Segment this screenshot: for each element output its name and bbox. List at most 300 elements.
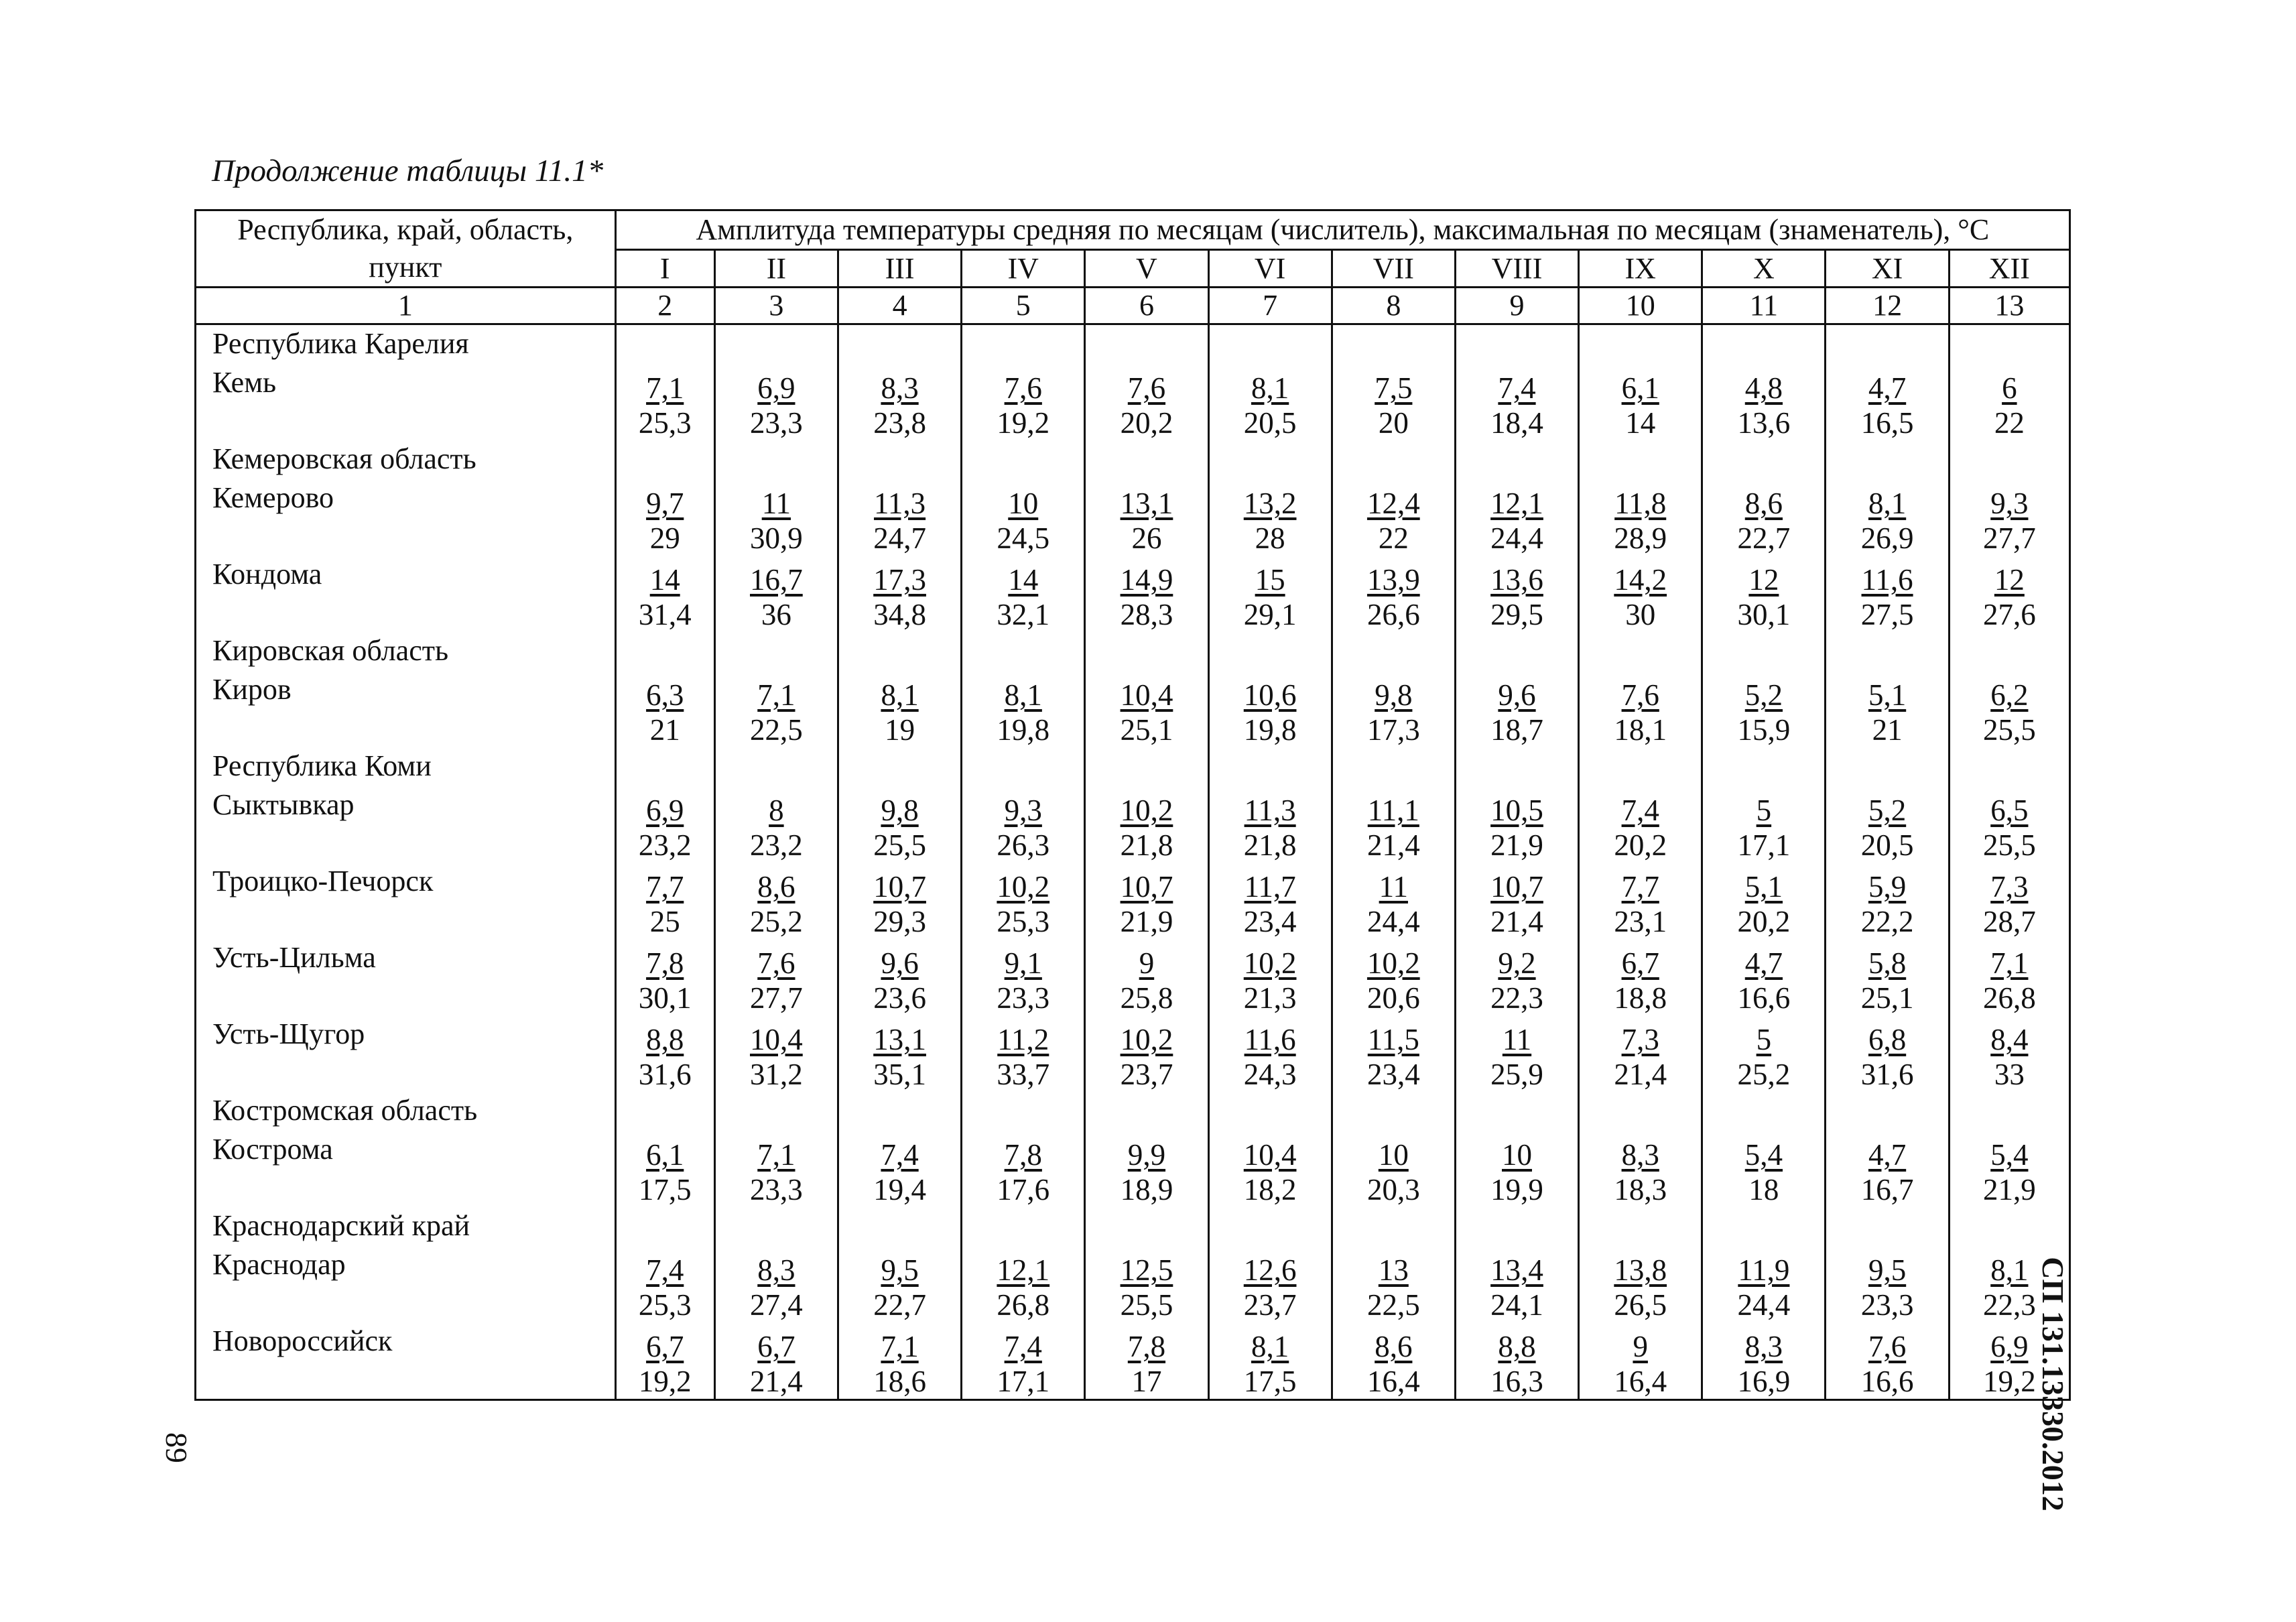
city-row (196, 556, 2070, 632)
max-amplitude: 16,5 (1860, 406, 1914, 440)
empty-cell (1579, 324, 1702, 365)
max-amplitude: 36 (761, 598, 791, 631)
fraction (997, 562, 1049, 632)
document-code: СП 131.13330.2012 (2036, 1257, 2070, 1511)
fraction (1983, 946, 2036, 1015)
empty-cell (714, 324, 838, 365)
empty-cell (1949, 1092, 2069, 1131)
value-cell (1208, 1131, 1332, 1207)
value-cell (1826, 479, 1949, 556)
mean-amplitude: 6 (2002, 371, 2017, 405)
fraction (1121, 1137, 1173, 1207)
fraction (1861, 1329, 1914, 1399)
climate-table (194, 209, 2071, 1401)
fraction (881, 678, 918, 747)
fraction (1367, 946, 1420, 1015)
mean-amplitude: 11,3 (874, 487, 926, 520)
fraction (1861, 793, 1914, 863)
max-amplitude: 26,8 (997, 1288, 1050, 1322)
value-cell (615, 786, 714, 863)
mean-amplitude: 7,3 (1621, 1023, 1659, 1056)
mean-amplitude: 12,1 (1490, 487, 1543, 520)
max-amplitude: 24,4 (1737, 1288, 1791, 1322)
mean-amplitude: 5,9 (1868, 870, 1907, 903)
fraction (1738, 1253, 1791, 1322)
fraction (1490, 1137, 1543, 1207)
mean-amplitude: 9,9 (1127, 1138, 1166, 1172)
value-cell (1702, 1131, 1826, 1207)
city-row (196, 1131, 2070, 1207)
empty-cell (1949, 324, 2069, 365)
max-amplitude: 31,6 (638, 1058, 692, 1091)
value-cell (1455, 479, 1578, 556)
fraction (873, 793, 926, 863)
max-amplitude: 25,5 (1982, 828, 2036, 862)
value-cell (615, 939, 714, 1015)
empty-cell (1579, 440, 1702, 479)
mean-amplitude: 13,6 (1490, 563, 1543, 597)
month-header: VI (1208, 250, 1332, 288)
value-cell (1332, 1015, 1455, 1092)
value-cell (1702, 556, 1826, 632)
fraction (1738, 371, 1791, 440)
value-cell (1085, 786, 1208, 863)
empty-cell (1208, 440, 1332, 479)
empty-cell (1208, 632, 1332, 671)
month-header: V (1085, 250, 1208, 288)
mean-amplitude: 8,1 (1990, 1253, 2029, 1287)
empty-cell (615, 632, 714, 671)
value-cell (1332, 786, 1455, 863)
mean-amplitude: 13,1 (1120, 487, 1173, 520)
fraction (1244, 486, 1297, 556)
fraction (997, 1137, 1049, 1207)
max-amplitude: 21,4 (1490, 905, 1543, 938)
value-cell (615, 863, 714, 939)
fraction (750, 1329, 803, 1399)
mean-amplitude: 7,6 (1621, 678, 1659, 712)
fraction (1121, 371, 1173, 440)
value-cell (1579, 479, 1702, 556)
value-cell (615, 671, 714, 747)
value-cell (1949, 939, 2069, 1015)
empty-cell (1455, 1092, 1578, 1131)
value-cell (1208, 1246, 1332, 1322)
fraction (1244, 1253, 1297, 1322)
value-cell (714, 863, 838, 939)
mean-amplitude: 7,1 (881, 1330, 919, 1363)
month-header: VII (1332, 250, 1455, 288)
max-amplitude: 18,7 (1490, 713, 1543, 747)
mean-amplitude: 13,4 (1490, 1253, 1543, 1287)
empty-cell (615, 1092, 714, 1131)
mean-amplitude: 12 (1748, 563, 1779, 597)
value-cell (1455, 556, 1578, 632)
fraction (646, 869, 684, 939)
max-amplitude: 23,4 (1243, 905, 1297, 938)
max-amplitude: 18,1 (1614, 713, 1667, 747)
max-amplitude: 17 (1131, 1365, 1162, 1398)
value-cell (1455, 1322, 1578, 1400)
table-header (196, 210, 2070, 324)
max-amplitude: 14 (1625, 406, 1656, 440)
fraction (639, 1329, 692, 1399)
max-amplitude: 20,3 (1366, 1173, 1420, 1206)
fraction (1614, 1022, 1667, 1092)
empty-cell (615, 440, 714, 479)
mean-amplitude: 8,3 (881, 371, 919, 405)
city-row (196, 1246, 2070, 1322)
mean-amplitude: 7,7 (1621, 870, 1659, 903)
max-amplitude: 22 (1378, 521, 1409, 555)
max-amplitude: 26,6 (1366, 598, 1420, 631)
value-cell (714, 939, 838, 1015)
mean-amplitude: 13,8 (1614, 1253, 1667, 1287)
value-cell (714, 786, 838, 863)
value-cell (1579, 786, 1702, 863)
mean-amplitude: 6,8 (1868, 1023, 1907, 1056)
fraction (1983, 486, 2036, 556)
empty-cell (1949, 632, 2069, 671)
fraction (1861, 946, 1914, 1015)
mean-amplitude: 7,4 (1498, 371, 1536, 405)
column-number: 1 (196, 288, 616, 324)
value-cell (962, 1246, 1085, 1322)
value-cell (1332, 1131, 1455, 1207)
max-amplitude: 22,5 (1366, 1288, 1420, 1322)
value-cell (838, 863, 961, 939)
max-amplitude: 31,4 (638, 598, 692, 631)
mean-amplitude: 11,1 (1367, 794, 1419, 827)
mean-amplitude: 7,1 (1990, 946, 2029, 980)
value-cell (1579, 863, 1702, 939)
value-cell (1208, 556, 1332, 632)
max-amplitude: 25,1 (1860, 981, 1914, 1015)
max-amplitude: 21,4 (750, 1365, 803, 1398)
max-amplitude: 24,7 (873, 521, 926, 555)
mean-amplitude: 13,1 (873, 1023, 926, 1056)
city-row (196, 1015, 2070, 1092)
mean-amplitude: 10,2 (1366, 946, 1420, 980)
city-name: Новороссийск (196, 1322, 616, 1400)
month-header: IV (962, 250, 1085, 288)
max-amplitude: 25,3 (997, 905, 1050, 938)
city-name: Краснодар (196, 1246, 616, 1322)
value-cell (714, 1131, 838, 1207)
empty-cell (1332, 632, 1455, 671)
city-row (196, 1322, 2070, 1400)
max-amplitude: 20,6 (1366, 981, 1420, 1015)
empty-cell (1455, 1207, 1578, 1246)
mean-amplitude: 8,3 (1621, 1138, 1659, 1172)
fraction (1121, 793, 1173, 863)
fraction (873, 562, 926, 632)
empty-cell (1332, 1092, 1455, 1131)
mean-amplitude: 11,5 (1367, 1023, 1419, 1056)
empty-cell (1455, 747, 1578, 786)
fraction (1367, 869, 1420, 939)
mean-amplitude: 10,5 (1490, 794, 1543, 827)
region-row (196, 632, 2070, 671)
empty-cell (1579, 747, 1702, 786)
max-amplitude: 17,5 (638, 1173, 692, 1206)
mean-amplitude: 6,9 (1990, 1330, 2029, 1363)
max-amplitude: 21,9 (1120, 905, 1173, 938)
value-cell (1085, 1015, 1208, 1092)
value-cell (1332, 939, 1455, 1015)
max-amplitude: 19,4 (873, 1173, 926, 1206)
max-amplitude: 28 (1255, 521, 1285, 555)
max-amplitude: 18,2 (1243, 1173, 1297, 1206)
max-amplitude: 16,7 (1860, 1173, 1914, 1206)
empty-cell (1826, 1207, 1949, 1246)
max-amplitude: 24,3 (1243, 1058, 1297, 1091)
fraction (873, 1329, 926, 1399)
max-amplitude: 25,2 (1737, 1058, 1791, 1091)
max-amplitude: 19,9 (1490, 1173, 1543, 1206)
mean-amplitude: 10,7 (1120, 870, 1173, 903)
month-header: XII (1949, 250, 2069, 288)
mean-amplitude: 10,2 (997, 870, 1050, 903)
empty-cell (962, 1092, 1085, 1131)
fraction (1994, 371, 2025, 440)
fraction (1614, 1253, 1667, 1322)
mean-amplitude: 11,6 (1861, 563, 1913, 597)
mean-amplitude: 9,8 (881, 794, 919, 827)
page-number: 89 (160, 1432, 194, 1463)
column-number: 6 (1085, 288, 1208, 324)
max-amplitude: 22 (1994, 406, 2025, 440)
fraction (997, 678, 1049, 747)
fraction (750, 946, 803, 1015)
fraction (1861, 1253, 1914, 1322)
empty-cell (714, 1092, 838, 1131)
value-cell (1826, 556, 1949, 632)
mean-amplitude: 8,1 (1251, 371, 1289, 405)
value-cell (962, 1322, 1085, 1400)
max-amplitude: 23,3 (750, 406, 803, 440)
fraction (1861, 371, 1914, 440)
mean-amplitude: 10,2 (1120, 1023, 1173, 1056)
fraction (1614, 869, 1667, 939)
value-cell (615, 1131, 714, 1207)
mean-amplitude: 8,1 (1868, 487, 1907, 520)
mean-amplitude: 10 (1502, 1138, 1532, 1172)
value-cell (838, 1322, 961, 1400)
mean-amplitude: 7,7 (646, 870, 684, 903)
city-name: Кондома (196, 556, 616, 632)
max-amplitude: 16,4 (1614, 1365, 1667, 1398)
fraction (1614, 678, 1667, 747)
value-cell (1085, 1246, 1208, 1322)
mean-amplitude: 8,8 (1498, 1330, 1536, 1363)
value-cell (838, 1131, 961, 1207)
column-number: 5 (962, 288, 1085, 324)
empty-cell (714, 747, 838, 786)
empty-cell (615, 747, 714, 786)
fraction (750, 1022, 803, 1092)
column-number: 3 (714, 288, 838, 324)
fraction (750, 678, 803, 747)
max-amplitude: 19 (885, 713, 915, 747)
month-header: IX (1579, 250, 1702, 288)
mean-amplitude: 10,4 (1243, 1138, 1297, 1172)
empty-cell (962, 747, 1085, 786)
mean-amplitude: 11,6 (1244, 1023, 1296, 1056)
max-amplitude: 27,7 (750, 981, 803, 1015)
max-amplitude: 25,3 (638, 406, 692, 440)
fraction (1244, 1137, 1297, 1207)
fraction (997, 371, 1049, 440)
empty-cell (1332, 747, 1455, 786)
value-cell (1332, 863, 1455, 939)
mean-amplitude: 5,1 (1744, 870, 1783, 903)
fraction (750, 793, 803, 863)
max-amplitude: 30 (1625, 598, 1656, 631)
max-amplitude: 23,3 (1860, 1288, 1914, 1322)
empty-cell (1085, 632, 1208, 671)
fraction (873, 1022, 926, 1092)
city-row (196, 863, 2070, 939)
fraction (1490, 1253, 1543, 1322)
value-cell (1826, 1131, 1949, 1207)
max-amplitude: 22,7 (873, 1288, 926, 1322)
mean-amplitude: 16,7 (750, 563, 803, 597)
mean-amplitude: 10,4 (1120, 678, 1173, 712)
fraction (1983, 1329, 2036, 1399)
city-row (196, 364, 2070, 440)
region-name: Кемеровская область (196, 440, 616, 479)
empty-cell (838, 1207, 961, 1246)
fraction (750, 1137, 803, 1207)
mean-amplitude: 4,7 (1744, 946, 1783, 980)
empty-cell (1702, 440, 1826, 479)
empty-cell (1702, 1092, 1826, 1131)
max-amplitude: 20,5 (1860, 828, 1914, 862)
max-amplitude: 26 (1131, 521, 1162, 555)
max-amplitude: 19,8 (997, 713, 1050, 747)
mean-amplitude: 7,8 (646, 946, 684, 980)
region-name: Республика Коми (196, 747, 616, 786)
fraction (1490, 1022, 1543, 1092)
mean-amplitude: 7,1 (757, 1138, 795, 1172)
max-amplitude: 17,5 (1243, 1365, 1297, 1398)
mean-amplitude: 11 (1379, 870, 1408, 903)
city-name: Кострома (196, 1131, 616, 1207)
column-number: 11 (1702, 288, 1826, 324)
max-amplitude: 23,7 (1120, 1058, 1173, 1091)
empty-cell (1826, 440, 1949, 479)
mean-amplitude: 12,5 (1120, 1253, 1173, 1287)
fraction (1367, 1253, 1420, 1322)
value-cell (1455, 1131, 1578, 1207)
max-amplitude: 20 (1378, 406, 1409, 440)
max-amplitude: 19,2 (1982, 1365, 2036, 1398)
fraction (1738, 1329, 1791, 1399)
fraction (1738, 946, 1791, 1015)
value-cell (1579, 939, 1702, 1015)
mean-amplitude: 11,9 (1738, 1253, 1790, 1287)
region-row (196, 747, 2070, 786)
value-cell (1579, 671, 1702, 747)
value-cell (962, 556, 1085, 632)
value-cell (1826, 863, 1949, 939)
value-cell (615, 1015, 714, 1092)
empty-cell (1085, 324, 1208, 365)
fraction (1614, 946, 1667, 1015)
value-cell (1085, 671, 1208, 747)
mean-amplitude: 9,5 (1868, 1253, 1907, 1287)
max-amplitude: 17,1 (997, 1365, 1050, 1398)
value-cell (1085, 556, 1208, 632)
mean-amplitude: 10,4 (750, 1023, 803, 1056)
month-header: VIII (1455, 250, 1578, 288)
value-cell (1702, 479, 1826, 556)
city-row (196, 479, 2070, 556)
mean-amplitude: 10,7 (873, 870, 926, 903)
empty-cell (1085, 1092, 1208, 1131)
mean-amplitude: 9,1 (1004, 946, 1042, 980)
column-number: 7 (1208, 288, 1332, 324)
mean-amplitude: 11 (761, 487, 791, 520)
mean-amplitude: 5,8 (1868, 946, 1907, 980)
month-header: III (838, 250, 961, 288)
value-cell (1949, 479, 2069, 556)
region-row (196, 1092, 2070, 1131)
max-amplitude: 16,4 (1366, 1365, 1420, 1398)
empty-cell (1702, 747, 1826, 786)
mean-amplitude: 7,5 (1375, 371, 1413, 405)
value-cell (962, 939, 1085, 1015)
max-amplitude: 26,9 (1860, 521, 1914, 555)
value-cell (962, 364, 1085, 440)
max-amplitude: 21 (1872, 713, 1903, 747)
value-cell (962, 863, 1085, 939)
max-amplitude: 22,3 (1490, 981, 1543, 1015)
value-cell (1332, 671, 1455, 747)
column-number: 12 (1826, 288, 1949, 324)
mean-amplitude: 9,5 (881, 1253, 919, 1287)
max-amplitude: 32,1 (997, 598, 1050, 631)
empty-cell (1208, 747, 1332, 786)
column-number: 2 (615, 288, 714, 324)
mean-amplitude: 9 (1633, 1330, 1648, 1363)
month-header: X (1702, 250, 1826, 288)
city-name: Усть-Цильма (196, 939, 616, 1015)
empty-cell (1085, 440, 1208, 479)
mean-amplitude: 5,4 (1744, 1138, 1783, 1172)
mean-amplitude: 6,7 (757, 1330, 795, 1363)
empty-cell (1702, 1207, 1826, 1246)
fraction (1861, 1022, 1914, 1092)
fraction (997, 486, 1049, 556)
max-amplitude: 23,6 (873, 981, 926, 1015)
region-name: Краснодарский край (196, 1207, 616, 1246)
mean-amplitude: 8,1 (1004, 678, 1042, 712)
max-amplitude: 28,9 (1614, 521, 1667, 555)
fraction (1614, 562, 1667, 632)
max-amplitude: 27,4 (750, 1288, 803, 1322)
table-body (196, 324, 2070, 1400)
mean-amplitude: 11,3 (1244, 794, 1296, 827)
value-cell (1949, 556, 2069, 632)
value-cell (1949, 364, 2069, 440)
mean-amplitude: 7,1 (646, 371, 684, 405)
max-amplitude: 25,5 (1120, 1288, 1173, 1322)
max-amplitude: 18,6 (873, 1365, 926, 1398)
mean-amplitude: 12,6 (1243, 1253, 1297, 1287)
fraction (1367, 1022, 1420, 1092)
